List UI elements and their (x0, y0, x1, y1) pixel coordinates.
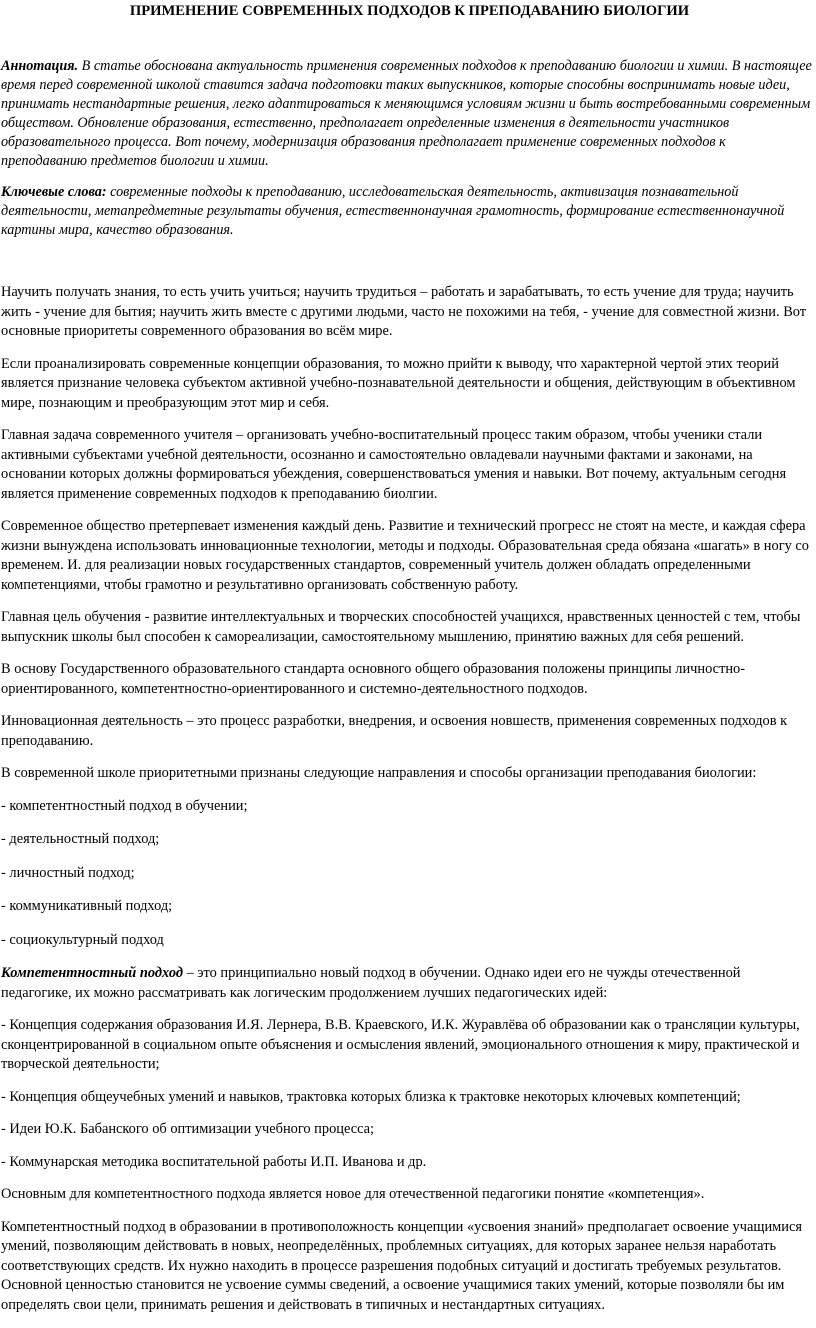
paragraph: Если проанализировать современные концепции образования, то можно прийти к выводу, что характерной чертой этих теорий является признание человека субъектом активной учебно-познавательной деятельности и общения, действующим в объективном мире, познающим и преобразующим этот мир и себя. (1, 355, 796, 411)
paragraph: Главная цель обучения - развитие интеллектуальных и творческих способностей учащихся, нравственных ценностей с тем, чтобы выпускник школы был способен к самореализации, самостоятельному мышлению, принятию важных для себя решений. (1, 609, 801, 645)
list-item: - личностный подход; (1, 864, 135, 881)
competence-paragraph (1, 964, 814, 1003)
paragraph: Основным для компетентностного подхода является новое для отечественной педагогики понятие «компетенция». (1, 1186, 705, 1202)
keywords-label: Ключевые слова: (1, 184, 107, 200)
list-item: - социокультурный подход (1, 931, 164, 948)
list-item: - Концепция содержания образования И.Я. Лернера, В.В. Краевского, И.К. Журавлёва об образовании как о трансляции культуры, сконцентрированной в социальном опыте объяснения и осмысления явлений, эмоционального отношения к миру, практической и творческой деятельности; (1, 1017, 800, 1072)
abstract-label: Аннотация. (1, 58, 79, 74)
paragraph: Современное общество претерпевает изменения каждый день. Развитие и технический прогресс не стоят на месте, и каждая сфера жизни вынуждена использовать инновационные технологии, методы и подходы. Образовательная среда обязана «шагать» в ногу со временем. И. для реализации новых государственных стандартов, современный учитель должен обладать определенными компетенциями, чтобы грамотно и результативно организовать собственную работу. (1, 518, 809, 593)
document-title: ПРИМЕНЕНИЕ СОВРЕМЕННЫХ ПОДХОДОВ К ПРЕПОДАВАНИЮ БИОЛОГИИ (129, 3, 690, 19)
document-page (1, 0, 814, 1328)
competence-text: – это принципиально новый подход в обучении. Однако идеи его не чужды отечественной педагогике, их можно рассматривать как логическим продолжением лучших педагогических идей: (1, 965, 741, 1001)
abstract-text: В статье обоснована актуальность применения современных подходов к преподаванию биологии и химии. В настоящее время перед современной школой ставится задача подготовки таких выпускников, которые способны воспринимать новые идеи, принимать нестандартные решения, легко адаптироваться к меняющимся условиям жизни и быть востребованными современным обществом. Обновление образования, естественно, предполагает определенные изменения в деятельности участников образовательного процесса. Вот почему, модернизация образования предполагает применение современных подходов к преподаванию предметов биологии и химии. (1, 58, 812, 169)
list-item: - Коммунарская методика воспитательной работы И.П. Иванова и др. (1, 1153, 427, 1170)
paragraph: Главная задача современного учителя – организовать учебно-воспитательный процесс таким образом, чтобы ученики стали активными субъектами учебной деятельности, осознанно и самостоятельно овладевали научными фактами и законами, на основании которых должны формироваться убеждения, совершенствоваться умения и навыки. Вот почему, актуальным сегодня является применение современных подходов к преподаванию биолгии. (1, 427, 787, 502)
paragraph: Научить получать знания, то есть учить учиться; научить трудиться – работать и зарабатывать, то есть учение для труда; научить жить - учение для бытия; научить жить вместе с другими людьми, часто не похожими на тебя, - учение для совместной жизни. Вот основные приоритеты современного образования во всём мире. (1, 284, 807, 339)
list-item: - Идеи Ю.К. Бабанского об оптимизации учебного процесса; (1, 1121, 375, 1137)
paragraph: В основу Государственного образовательного стандарта основного общего образования положены принципы личностно-ориентированного, компетентностно-ориентированного и системно-деятельностного подходов. (1, 661, 746, 697)
paragraph: В современной школе приоритетными признаны следующие направления и способы организации преподавания биологии: (1, 765, 757, 781)
list-item: - компетентностный подход в обучении; (1, 797, 248, 814)
list-item: - деятельностный подход; (1, 831, 160, 847)
paragraph: Компетентностный подход в образовании в противоположность концепции «усвоения знаний» предполагает освоение учащимися умений, позволяющим действовать в новых, неопределённых, проблемных ситуациях, для которых заранее нельзя наработать соответствующих средств. Их нужно находить в процессе разрешения подобных ситуаций и достигать требуемых результатов. Основной ценностью становится не усвоение суммы сведений, а освоение учащимися таких умений, которые позволяли бы им определять свои цели, принимать решения и действовать в типичных и нестандартных ситуациях. (1, 1218, 802, 1313)
paragraph: Инновационная деятельность – это процесс разработки, внедрения, и освоения новшеств, применения современных подходов к преподаванию. (1, 713, 788, 749)
list-item: - коммуникативный подход; (1, 898, 173, 914)
article-body (1, 283, 814, 1315)
keywords (1, 183, 814, 240)
list-item: - Концепция общеучебных умений и навыков, трактовка которых близка к трактовке некоторых ключевых компетенций; (1, 1088, 741, 1105)
abstract (1, 57, 814, 171)
keywords-text: современные подходы к преподаванию, исследовательская деятельность, активизация познавательной деятельности, метапредметные результаты обучения, естественнонаучная грамотность, формирование естественнонаучной картины мира, качество образования. (1, 184, 785, 238)
competence-label: Компетентностный подход (1, 965, 183, 981)
